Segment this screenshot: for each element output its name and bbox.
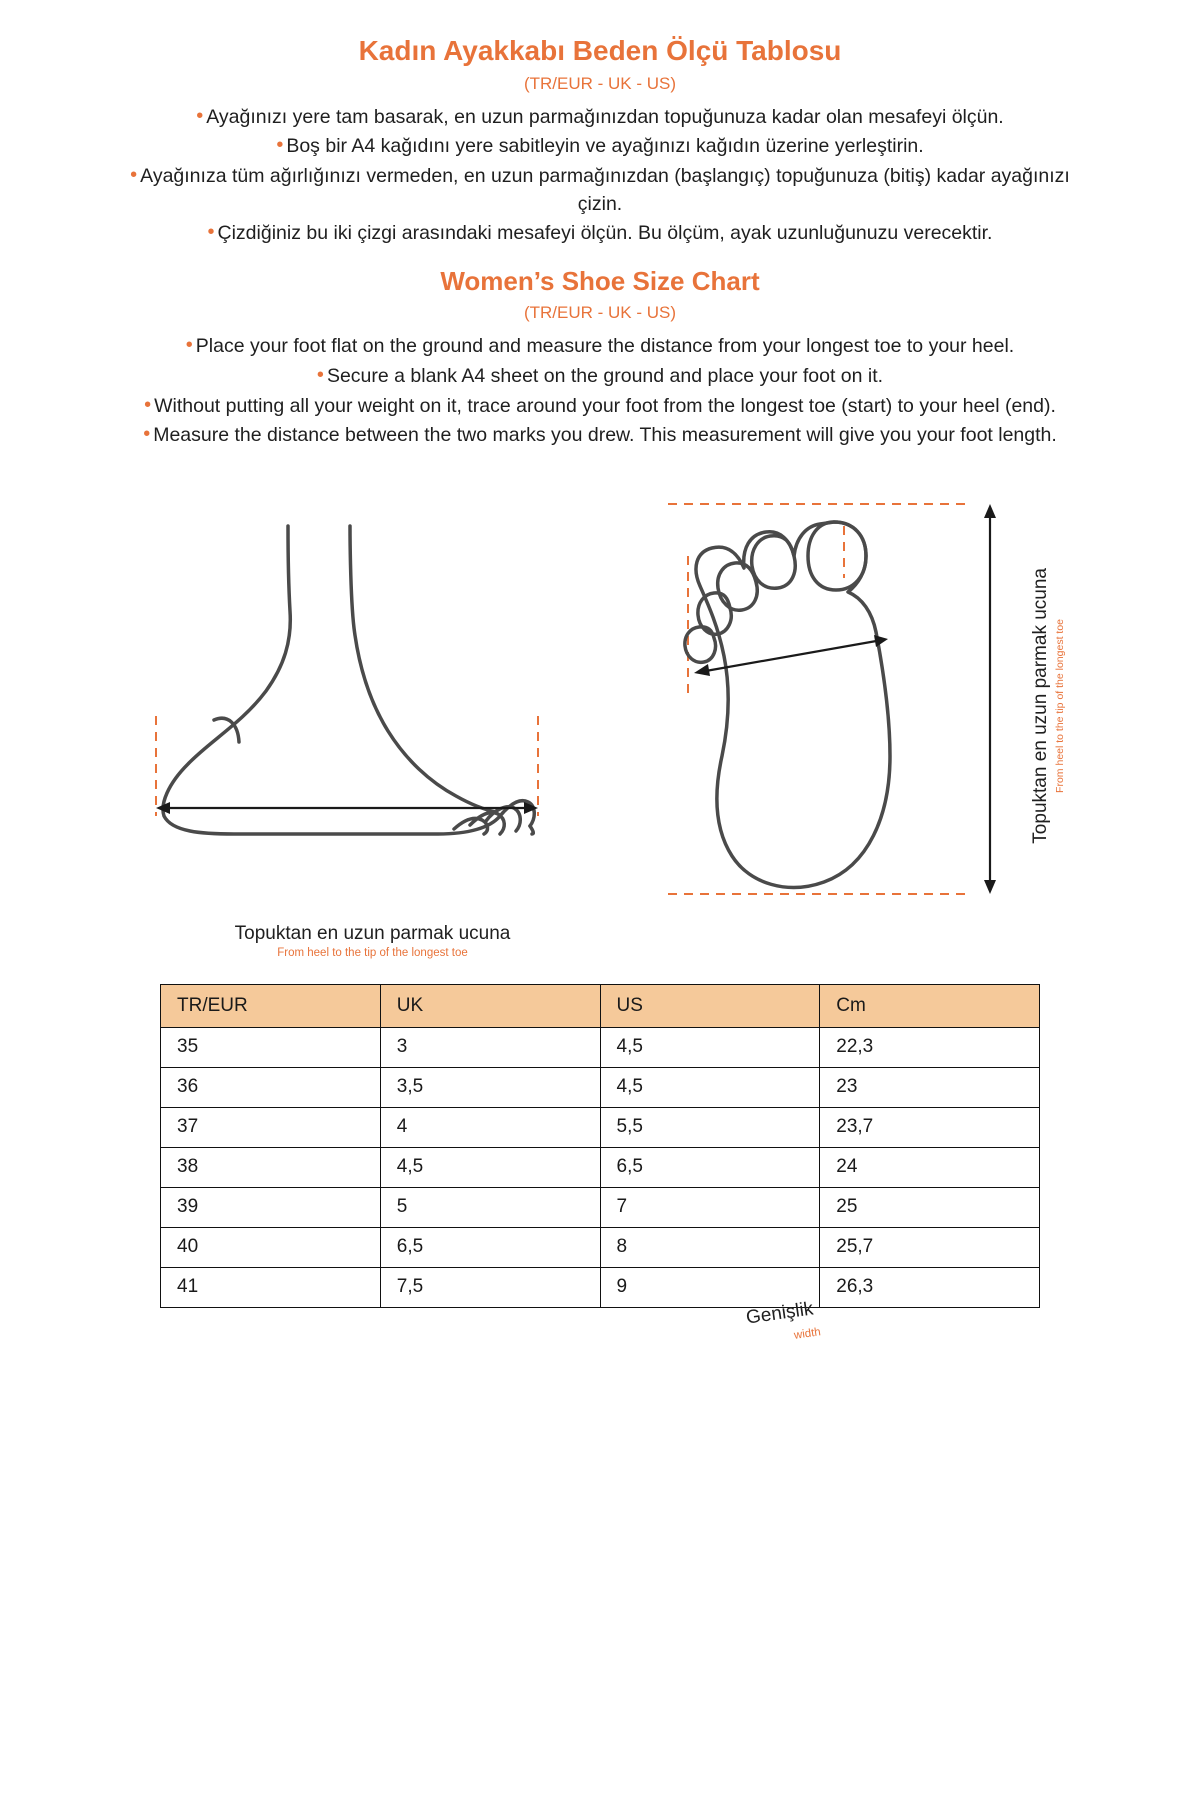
cell-tr-eur: 35 [161,1027,381,1067]
bullet-icon: • [144,393,152,416]
width-label-tr: Genişlik [744,1298,815,1329]
size-table-wrapper [160,984,1040,1308]
table-row [161,1067,1040,1107]
cell-cm: 23,7 [820,1107,1040,1147]
bullet-icon: • [316,363,324,386]
instruction-text: Place your foot flat on the ground and measure the distance from your longest toe to your heel. [195,335,1015,358]
column-header-us: US [600,984,820,1027]
cell-us: 8 [600,1227,820,1267]
column-header-cm: Cm [820,984,1040,1027]
instructions-list-en [78,333,1123,450]
page-subtitle: (TR/EUR - UK - US) [523,73,677,93]
page-title: Kadın Ayakkabı Beden Ölçü Tablosu [358,35,842,66]
column-header-tr-eur: TR/EUR [161,984,381,1027]
list-item [110,133,1091,161]
cell-us: 7 [600,1187,820,1227]
foot-sole-view-figure [638,486,1058,916]
vertical-caption-en: From heel to the tip of the longest toe [1053,619,1066,793]
cell-tr-eur: 39 [161,1187,381,1227]
side-view-caption-tr: Topuktan en uzun parmak ucuna [234,922,511,944]
vertical-caption-group [1018,506,1078,906]
list-item [110,422,1091,450]
table-header-row [161,984,1040,1027]
table-row [161,1027,1040,1067]
cell-tr-eur: 38 [161,1147,381,1187]
bullet-icon: • [196,104,204,127]
list-item [110,363,1091,391]
list-item [110,333,1091,361]
foot-sole-icon [638,486,1058,916]
instruction-text: Ayağınızı yere tam basarak, en uzun parmağınızdan topuğunuza kadar olan mesafeyi ölçün. [206,105,1004,128]
cell-us: 6,5 [600,1147,820,1187]
bullet-icon: • [207,221,215,244]
size-table [160,984,1040,1308]
bullet-icon: • [143,423,151,446]
table-row [161,1107,1040,1147]
bullet-icon: • [276,134,284,157]
table-row [161,1267,1040,1307]
cell-us: 4,5 [600,1067,820,1107]
column-header-uk: UK [380,984,600,1027]
side-view-caption-en: From heel to the tip of the longest toe [277,946,468,959]
vertical-caption-tr: Topuktan en uzun parmak ucuna [1029,568,1051,844]
table-row [161,1227,1040,1267]
cell-cm: 25,7 [820,1227,1040,1267]
cell-uk: 6,5 [380,1227,600,1267]
instruction-text: Without putting all your weight on it, trace around your foot from the longest toe (start) to your heel (end). [154,394,1056,417]
instruction-text: Çizdiğiniz bu iki çizgi arasındaki mesafeyi ölçün. Bu ölçüm, ayak uzunluğunuzu verecektir. [217,222,993,245]
instructions-list-tr [78,104,1123,248]
bullet-icon: • [130,163,138,186]
table-row [161,1187,1040,1227]
list-item [110,104,1091,132]
cell-uk: 5 [380,1187,600,1227]
cell-tr-eur: 37 [161,1107,381,1147]
cell-us: 5,5 [600,1107,820,1147]
page-subtitle-en: (TR/EUR - UK - US) [523,303,677,323]
instruction-text: Measure the distance between the two marks you drew. This measurement will give you your foot length. [153,424,1057,447]
cell-tr-eur: 41 [161,1267,381,1307]
instruction-text: Boş bir A4 kağıdını yere sabitleyin ve ayağınızı kağıdın üzerine yerleştirin. [286,135,924,158]
foot-side-icon [138,516,608,916]
cell-tr-eur: 40 [161,1227,381,1267]
foot-side-view-figure [138,516,608,959]
cell-cm: 26,3 [820,1267,1040,1307]
cell-cm: 22,3 [820,1027,1040,1067]
instruction-text: Secure a blank A4 sheet on the ground and place your foot on it. [326,364,884,387]
list-item [110,393,1091,421]
cell-cm: 23 [820,1067,1040,1107]
cell-uk: 3,5 [380,1067,600,1107]
cell-tr-eur: 36 [161,1067,381,1107]
cell-uk: 3 [380,1027,600,1067]
cell-uk: 7,5 [380,1267,600,1307]
cell-uk: 4,5 [380,1147,600,1187]
instruction-text: Ayağınıza tüm ağırlığınızı vermeden, en uzun parmağınızdan (başlangıç) topuğunuza (bitiş) kadar ayağınızı çizin. [140,164,1070,215]
list-item [110,163,1091,218]
table-row [161,1147,1040,1187]
list-item [110,220,1091,248]
cell-us: 4,5 [600,1027,820,1067]
page-title-en: Women’s Shoe Size Chart [440,266,760,297]
cell-uk: 4 [380,1107,600,1147]
cell-cm: 25 [820,1187,1040,1227]
size-guide-page [78,0,1123,1342]
width-label-en: width [792,1326,822,1342]
cell-cm: 24 [820,1147,1040,1187]
cell-us: 9 [600,1267,820,1307]
bullet-icon: • [185,334,193,357]
